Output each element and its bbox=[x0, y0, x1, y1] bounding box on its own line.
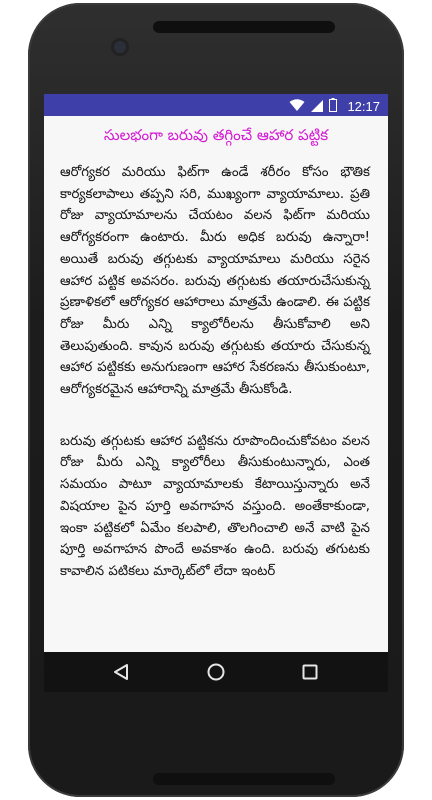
navigation-bar bbox=[44, 652, 388, 692]
bottom-speaker bbox=[153, 773, 335, 785]
article-title: సులభంగా బరువు తగ్గించే ఆహార పట్టిక bbox=[103, 126, 329, 144]
article-paragraph: బరువు తగ్గుటకు ఆహార పట్టికను రూపొందించుకోవటం వలన రోజు మీరు ఎన్ని క్యాలోరీలు తీసుకుంటున్నారు, ఎంత సమయం పాటూ వ్యాయామాలకు కేటాయిస్తున్నారు అనే విషయాల పైన పూర్తి అవగాహన వస్తుంది. అంతేకాకుండా, ఇంకా పట్టికలో ఏమేం కలపాలి, తొలగించాలి అనే వాటి పైన పూర్తి అవగాహన పొందే అవకాశం ఉంది. బరువు తగుటకు కావాలిన పటికలు మార్కెట్‌లో లేదా ఇంటర్ bbox=[60, 433, 370, 579]
home-circle-icon[interactable] bbox=[206, 662, 226, 682]
back-triangle-icon[interactable] bbox=[112, 662, 132, 682]
cell-signal-icon bbox=[311, 97, 323, 116]
recent-apps-square-icon[interactable] bbox=[300, 662, 320, 682]
article-content[interactable] bbox=[44, 116, 388, 652]
article-paragraph: ఆరోగ్యకర మరియు ఫిట్‌గా ఉండే శరీరం కోసం భౌతిక కార్యకలాపాలు తప్పని సరి, ముఖ్యంగా వ్యాయామాలు. ప్రతి రోజు వ్యాయామాలను చేయటం వలన ఫిట్‌గా మరియు ఆరోగ్యకరంగా ఉంటారు. మీరు అధిక బరువు ఉన్నారా! అయితే బరువు తగ్గుటకు వ్యాయామాలు మరియు సరైన ఆహార పట్టిక అవసరం. బరువు తగ్గుటకు తయారుచేసుకున్న ప్రణాళికలో ఆరోగ్యకర ఆహారాలు మాత్రమే ఉండాలి. ఈ పట్టిక రోజు మీరు ఎన్ని క్యాలోరీలను తీసుకోవాలి అని తెలుపుతుంది. కావున బరువు తగ్గుటకు తయారు చేసుకున్న ఆహార పట్టికకు అనుగుణంగా ఆహార సేకరణను తీసుకుంటూ, ఆరోగ్యకరమైన ఆహారాన్ని మాత్రమే తీసుకోండి. bbox=[60, 165, 370, 398]
earpiece-speaker bbox=[153, 21, 335, 33]
front-camera bbox=[114, 41, 126, 53]
battery-icon bbox=[329, 97, 337, 116]
wifi-icon bbox=[289, 97, 305, 116]
device-screen bbox=[44, 94, 388, 692]
status-bar bbox=[44, 94, 388, 116]
status-icons bbox=[289, 97, 380, 116]
status-time: 12:17 bbox=[347, 99, 380, 114]
